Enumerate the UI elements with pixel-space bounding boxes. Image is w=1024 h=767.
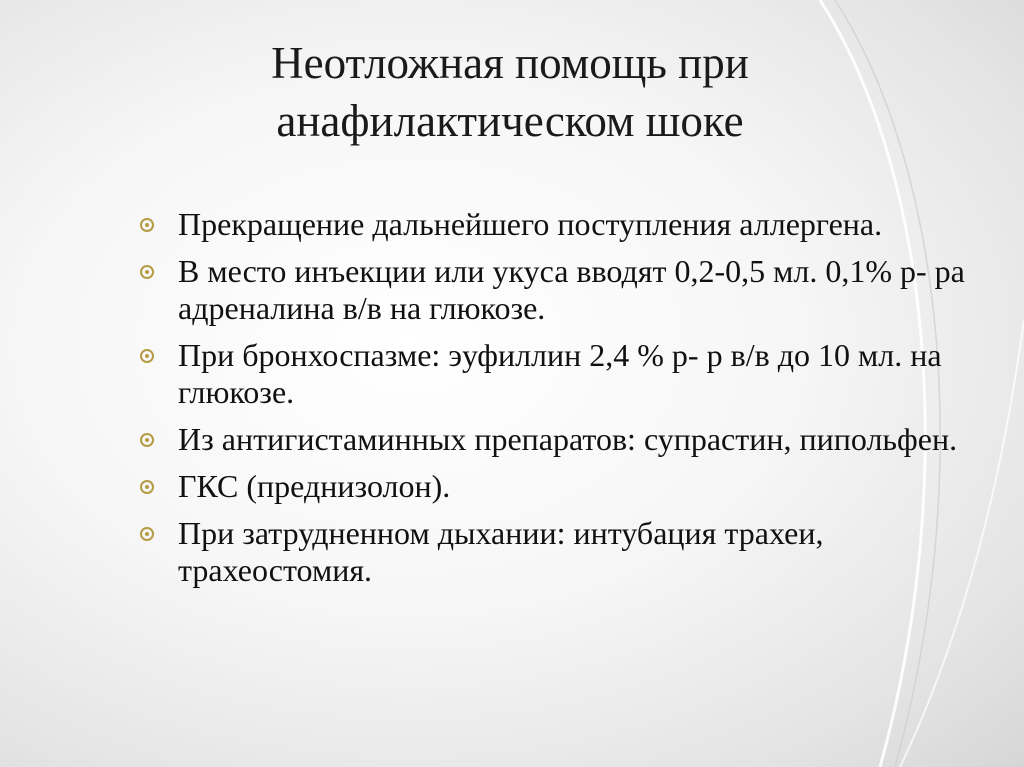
bullet-text: ГКС (преднизолон). bbox=[178, 468, 451, 504]
bullet-text: Из антигистаминных препаратов: супрастин, пипольфен. bbox=[178, 421, 958, 457]
bullet-text: В место инъекции или укуса вводят 0,2-0,5 мл. 0,1% р- ра адреналина в/в на глюкозе. bbox=[178, 253, 965, 326]
bullet-item bbox=[138, 337, 968, 411]
bullet-text: При затрудненном дыхании: интубация трахеи, трахеостомия. bbox=[178, 515, 824, 588]
bullet-item bbox=[138, 253, 968, 327]
circle-dot-icon bbox=[140, 218, 154, 232]
bullet-text: Прекращение дальнейшего поступления аллергена. bbox=[178, 206, 883, 242]
circle-dot-icon bbox=[140, 527, 154, 541]
slide-title-line-1: Неотложная помощь при bbox=[271, 38, 749, 88]
circle-dot-icon bbox=[140, 349, 154, 363]
slide-title bbox=[130, 34, 890, 150]
circle-dot-icon bbox=[140, 480, 154, 494]
circle-dot-icon bbox=[140, 265, 154, 279]
bullet-item bbox=[138, 206, 968, 243]
bullet-list bbox=[138, 206, 968, 599]
bullet-item bbox=[138, 515, 968, 589]
bullet-item bbox=[138, 468, 968, 505]
circle-dot-icon bbox=[140, 433, 154, 447]
bullet-item bbox=[138, 421, 968, 458]
slide-title-line-2: анафилактическом шоке bbox=[276, 96, 744, 146]
bullet-text: При бронхоспазме: эуфиллин 2,4 % р- р в/в до 10 мл. на глюкозе. bbox=[178, 337, 942, 410]
